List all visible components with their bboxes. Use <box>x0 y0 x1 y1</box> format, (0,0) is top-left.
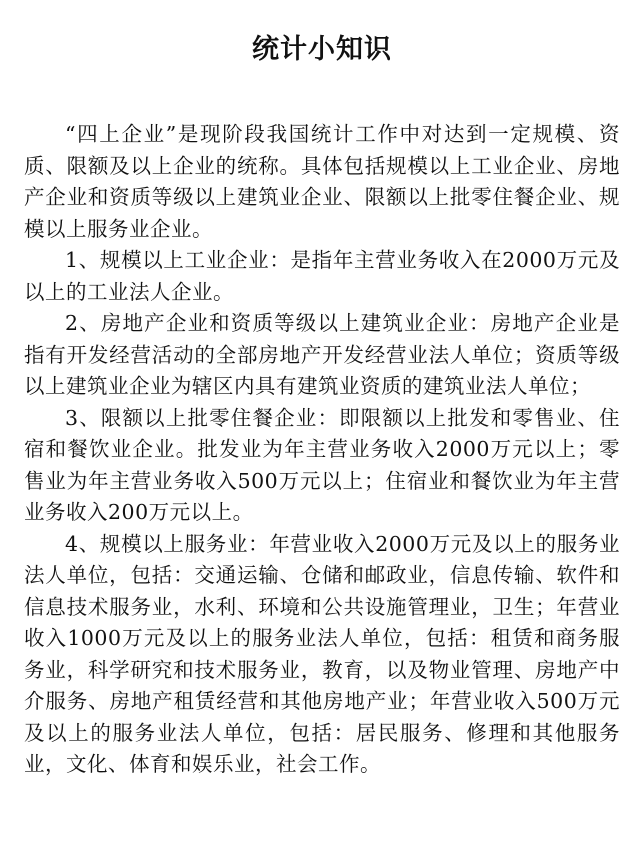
intro-paragraph: “四上企业”是现阶段我国统计工作中对达到一定规模、资质、限额及以上企业的统称。具体包括规模以上工业企业、房地产企业和资质等级以上建筑业企业、限额以上批零住餐企业、规模以上服务业企业。 <box>24 122 620 241</box>
item-3-wholesale-retail-lodging-catering: 3、限额以上批零住餐企业：即限额以上批发和零售业、住宿和餐饮业企业。批发业为年主营业务收入2000万元以上；零售业为年主营业务收入500万元以上；住宿业和餐饮业为年主营业务收入200万元以上。 <box>24 405 620 524</box>
item-2-real-estate-construction: 2、房地产企业和资质等级以上建筑业企业：房地产企业是指有开发经营活动的全部房地产开发经营业法人单位；资质等级以上建筑业企业为辖区内具有建筑业资质的建筑业法人单位； <box>24 311 620 398</box>
item-1-industrial: 1、规模以上工业企业：是指年主营业务收入在2000万元及以上的工业法人企业。 <box>24 248 620 304</box>
document-page <box>24 30 620 781</box>
item-4-services: 4、规模以上服务业：年营业收入2000万元及以上的服务业法人单位，包括：交通运输、仓储和邮政业，信息传输、软件和信息技术服务业，水利、环境和公共设施管理业，卫生；年营业收入1000万元及以上的服务业法人单位，包括：租赁和商务服务业，科学研究和技术服务业，教育，以及物业管理、房地产中介服务、房地产租赁经营和其他房地产业；年营业收入500万元及以上的服务业法人单位，包括：居民服务、修理和其他服务业，文化、体育和娱乐业，社会工作。 <box>24 531 620 776</box>
page-title: 统计小知识 <box>252 34 392 65</box>
